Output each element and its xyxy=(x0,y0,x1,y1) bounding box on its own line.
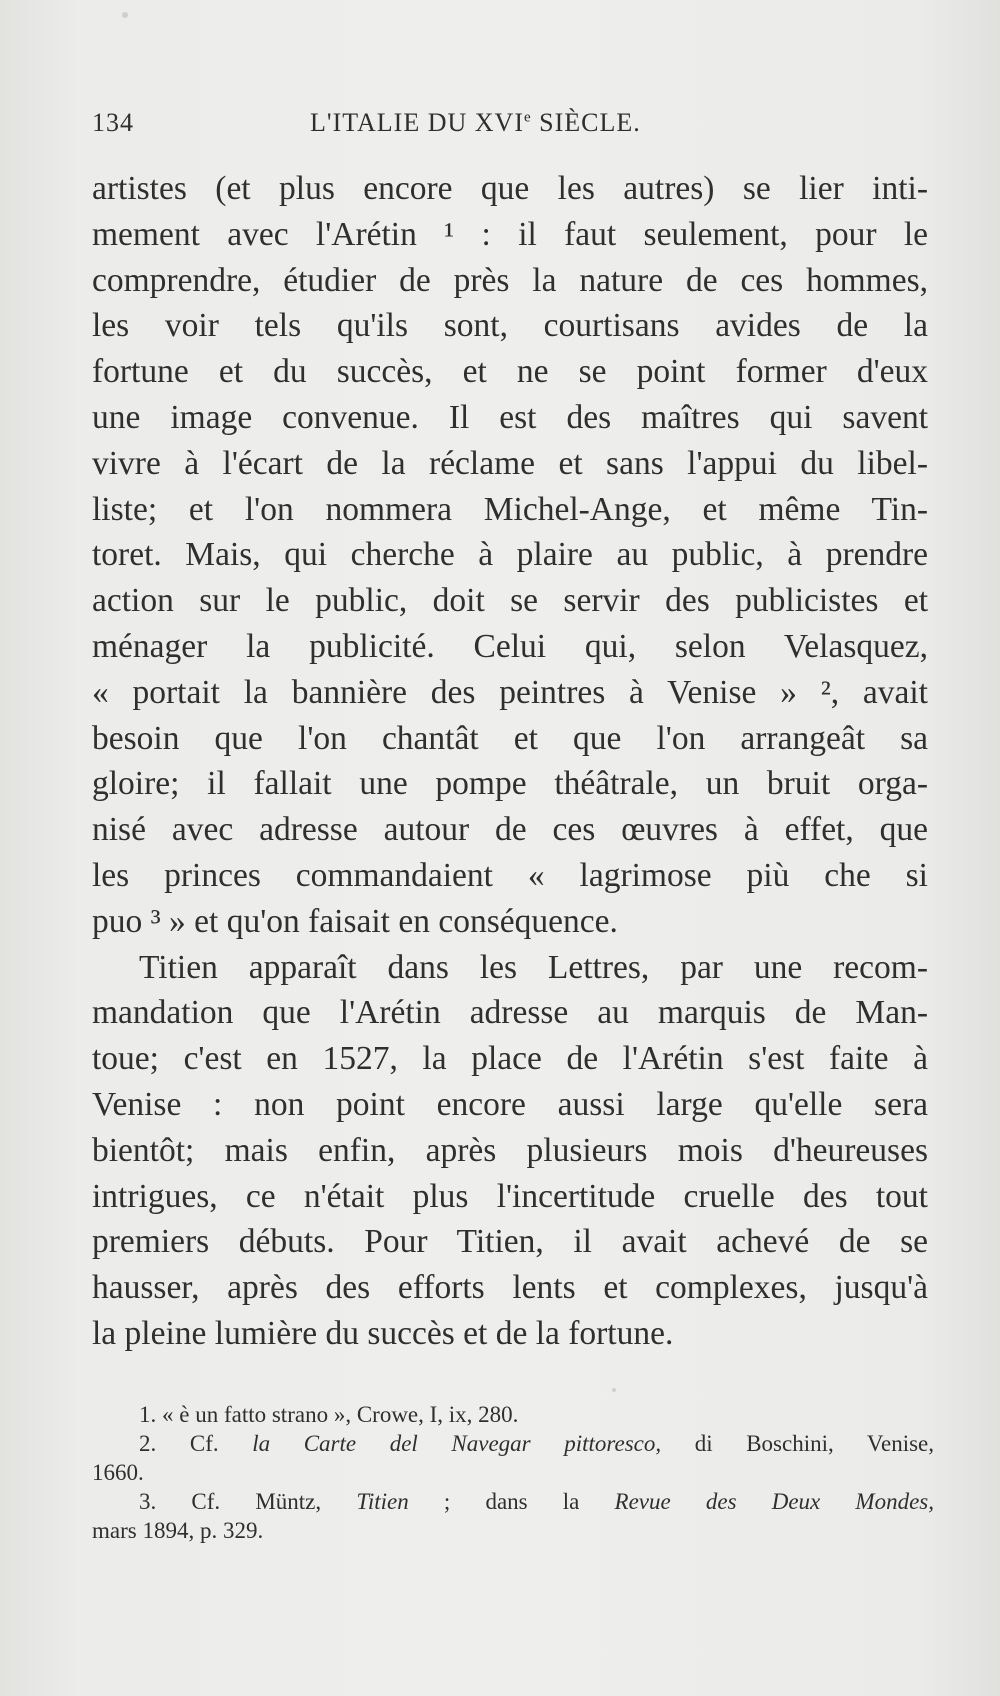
text-line: liste; et l'on nommera Michel-Ange, et même Tin- xyxy=(92,490,928,528)
running-head xyxy=(92,108,706,144)
text-line: les princes commandaient « lagrimose più che si xyxy=(92,856,928,894)
text-line: besoin que l'on chantât et que l'on arrangeât sa xyxy=(92,719,928,757)
text-line: toue; c'est en 1527, la place de l'Arétin s'est faite à xyxy=(92,1040,928,1078)
text-line: hausser, après des efforts lents et complexes, jusqu'à xyxy=(92,1269,928,1307)
text-line: intrigues, ce n'était plus l'incertitude cruelle des tout xyxy=(92,1177,928,1215)
text-line: gloire; il fallait une pompe théâtrale, un bruit orga- xyxy=(92,765,928,803)
footnote-3-journal: Revue des Deux Mondes, xyxy=(614,1489,934,1514)
body-text xyxy=(92,166,928,1357)
footnote-2 xyxy=(92,1429,934,1458)
text-line: fortune et du succès, et ne se point former d'eux xyxy=(92,353,928,391)
text-line: nisé avec adresse autour de ces œuvres à effet, que xyxy=(92,811,928,849)
footnote-3-continuation: mars 1894, p. 329. xyxy=(92,1518,264,1543)
text-line: une image convenue. Il est des maîtres qui savent xyxy=(92,398,928,436)
footnote-2-prefix: 2. Cf. xyxy=(139,1431,253,1456)
footnote-3 xyxy=(92,1487,934,1516)
paper-speck xyxy=(122,12,128,18)
text-line: les voir tels qu'ils sont, courtisans avides de la xyxy=(92,307,928,345)
footnote-3-title: Titien xyxy=(356,1489,409,1514)
running-title xyxy=(310,108,641,138)
footnote-2-suffix: di Boschini, Venise, xyxy=(661,1431,934,1456)
text-line: artistes (et plus encore que les autres) se lier inti- xyxy=(92,170,928,207)
text-line: comprendre, étudier de près la nature de ces hommes, xyxy=(92,261,928,299)
text-line: vivre à l'écart de la réclame et sans l'appui du libel- xyxy=(92,444,928,482)
footnote-3-prefix: 3. Cf. Müntz, xyxy=(139,1489,357,1514)
text-line: « portait la bannière des peintres à Venise » ², avait xyxy=(92,673,928,711)
footnote-1: 1. « è un fatto strano », Crowe, I, ix, 280. xyxy=(139,1402,519,1427)
text-line: toret. Mais, qui cherche à plaire au public, à prendre xyxy=(92,536,928,574)
footnote-2-continuation: 1660. xyxy=(92,1460,144,1485)
running-title-text: L'ITALIE DU XVI xyxy=(310,108,524,137)
text-line: mandation que l'Arétin adresse au marquis de Man- xyxy=(92,994,928,1032)
text-line: puo ³ » et qu'on faisait en conséquence. xyxy=(92,902,618,940)
footnote-2-title: la Carte del Navegar pittoresco, xyxy=(252,1431,662,1456)
footnotes xyxy=(92,1400,934,1545)
paper-speck xyxy=(612,1388,616,1392)
text-line: Venise : non point encore aussi large qu'elle sera xyxy=(92,1085,928,1123)
text-line: premiers débuts. Pour Titien, il avait achevé de se xyxy=(92,1223,928,1261)
footnote-3-middle: ; dans la xyxy=(408,1489,615,1514)
text-line: action sur le public, doit se servir des publicistes et xyxy=(92,582,928,620)
text-line: mement avec l'Arétin ¹ : il faut seulement, pour le xyxy=(92,215,928,253)
running-title-superscript: e xyxy=(524,109,532,126)
paragraph-start-line: Titien apparaît dans les Lettres, par une recom- xyxy=(139,948,928,986)
text-line: bientôt; mais enfin, après plusieurs mois d'heureuses xyxy=(92,1131,928,1169)
running-title-end: SIÈCLE. xyxy=(531,108,641,137)
text-line: ménager la publicité. Celui qui, selon Velasquez, xyxy=(92,627,928,665)
text-line: la pleine lumière du succès et de la fortune. xyxy=(92,1314,674,1352)
page-number: 134 xyxy=(92,108,134,137)
